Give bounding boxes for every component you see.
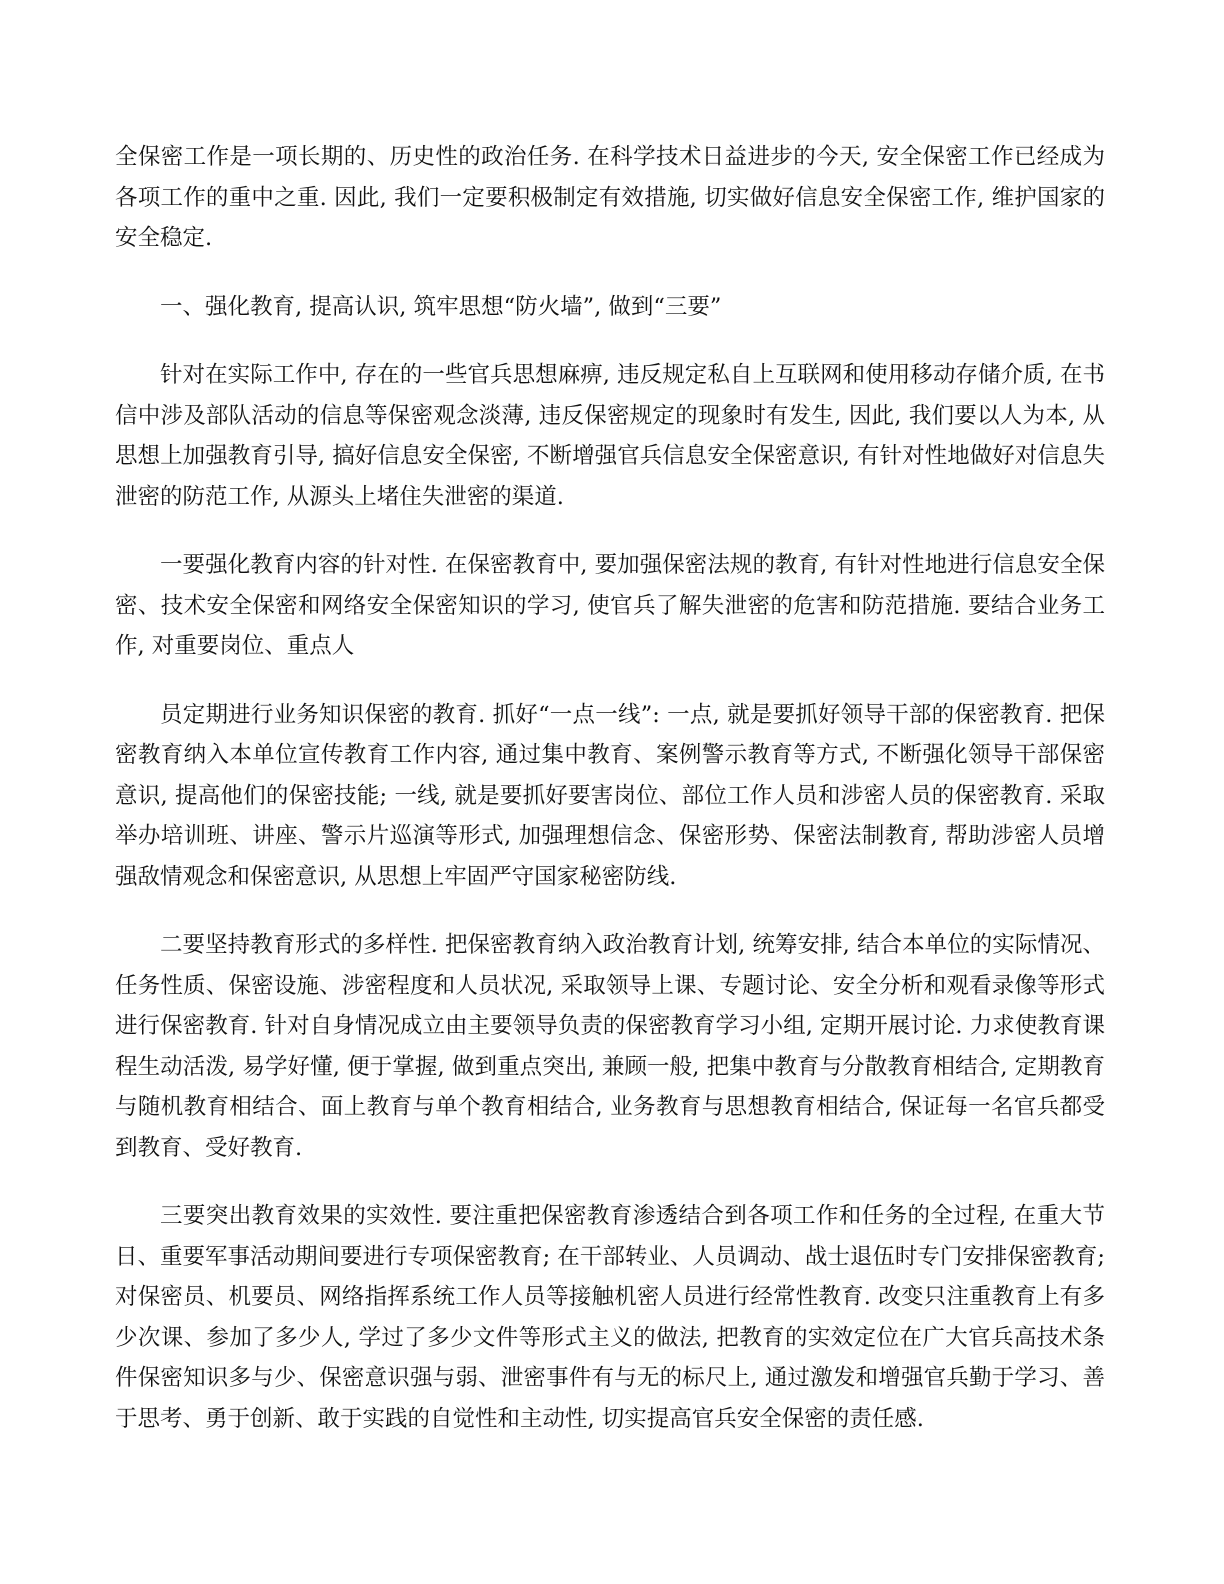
paragraph-point-2: 二要坚持教育形式的多样性. 把保密教育纳入政治教育计划, 统筹安排, 结合本单位的实际情况、任务性质、保密设施、涉密程度和人员状况, 采取领导上课、专题讨论、安全分析和观看录像等形式进行保密教育. 针对自身情况成立由主要领导负责的保密教育学习小组, 定期开展讨论. 力求使教育课程生动活泼, 易学好懂, 便于掌握, 做到重点突出, 兼顾一般, 把集中教育与分散教育相结合, 定期教育与随机教育相结合、面上教育与单个教育相结合, 业务教育与思想教育相结合, 保证每一名官兵都受到教育、受好教育. (115, 932, 1105, 1161)
paragraph-intro-continuation: 全保密工作是一项长期的、历史性的政治任务. 在科学技术日益进步的今天, 安全保密工作已经成为各项工作的重中之重. 因此, 我们一定要积极制定有效措施, 切实做好信息安全保密工作, 维护国家的安全稳定. (115, 144, 1105, 251)
section-heading-1: 一、强化教育, 提高认识, 筑牢思想“防火墙”, 做到“三要” (160, 293, 722, 320)
paragraph-point-3: 三要突出教育效果的实效性. 要注重把保密教育渗透结合到各项工作和任务的全过程, 在重大节日、重要军事活动期间要进行专项保密教育; 在干部转业、人员调动、战士退伍时专门安排保密教育; 对保密员、机要员、网络指挥系统工作人员等接触机密人员进行经常性教育. 改变只注重教育上有多少次课、参加了多少人, 学过了多少文件等形式主义的做法, 把教育的实效定位在广大官兵高技术条件保密知识多与少、保密意识强与弱、泄密事件有与无的标尺上, 通过激发和增强官兵勤于学习、善于思考、勇于创新、敢于实践的自觉性和主动性, 切实提高官兵安全保密的责任感. (115, 1203, 1105, 1432)
paragraph-point-1: 一要强化教育内容的针对性. 在保密教育中, 要加强保密法规的教育, 有针对性地进行信息安全保密、技术安全保密和网络安全保密知识的学习, 使官兵了解失泄密的危害和防范措施. 要结合业务工作, 对重要岗位、重点人 (115, 552, 1105, 659)
document-page (115, 137, 1105, 1467)
paragraph-point-1-continued: 员定期进行业务知识保密的教育. 抓好“一点一线”: 一点, 就是要抓好领导干部的保密教育. 把保密教育纳入本单位宣传教育工作内容, 通过集中教育、案例警示教育等方式, 不断强化领导干部保密意识, 提高他们的保密技能; 一线, 就是要抓好要害岗位、部位工作人员和涉密人员的保密教育. 采取举办培训班、讲座、警示片巡演等形式, 加强理想信念、保密形势、保密法制教育, 帮助涉密人员增强敌情观念和保密意识, 从思想上牢固严守国家秘密防线. (115, 701, 1105, 890)
paragraph-section-1-intro: 针对在实际工作中, 存在的一些官兵思想麻痹, 违反规定私自上互联网和使用移动存储介质, 在书信中涉及部队活动的信息等保密观念淡薄, 违反保密规定的现象时有发生, 因此, 我们要以人为本, 从思想上加强教育引导, 搞好信息安全保密, 不断增强官兵信息安全保密意识, 有针对性地做好对信息失泄密的防范工作, 从源头上堵住失泄密的渠道. (115, 362, 1105, 510)
